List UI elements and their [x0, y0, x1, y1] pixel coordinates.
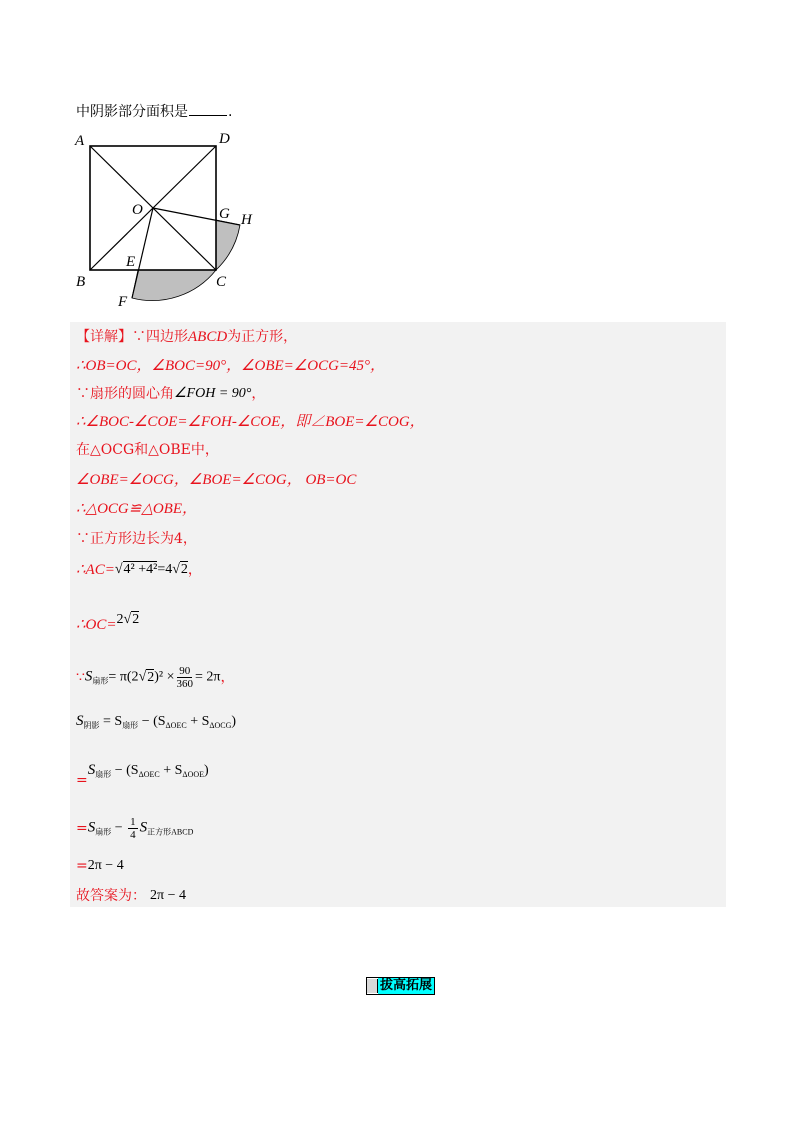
solution-line-9: ∴AC=√4² +4²=4√2，: [76, 562, 202, 578]
solution-line-14: $=S_{扇形}$ − $\frac{1}{4}$ $S_{正方形ABCD}$: [76, 816, 194, 841]
solution-line-5: 在△OCG和△OBE中，: [76, 442, 219, 458]
solution-line-16: 故答案为： 2π − 4: [76, 888, 186, 904]
shaded-region-ef: [132, 270, 216, 301]
solution-line-6: ∠OBE=∠OCG，∠BOE=∠COG， OB=OC: [76, 472, 357, 488]
label-e: E: [126, 254, 136, 270]
solution-line-7: ∴△OCG≌△OBE，: [76, 501, 198, 517]
solution-line-15: =2π − 4: [76, 858, 124, 874]
label-o: O: [132, 202, 143, 218]
solution-panel: [70, 322, 726, 907]
solution-line-1: 【详解】∵四边形ABCD为正方形，: [76, 329, 298, 345]
section-title: 拔高拓展: [380, 978, 433, 993]
label-g: G: [219, 206, 230, 222]
solution-line-4: ∴∠BOC-∠COE=∠FOH-∠COE，即∠BOE=∠COG，: [76, 414, 425, 430]
solution-line-12: $S_{阴影} = S_{扇形} - (S_{\Delta OEC} + S_{\Delta OCG})$: [76, 713, 237, 730]
solution-line-2: ∴OB=OC，∠BOC=90°，∠OBE=∠OCG=45°，: [76, 358, 386, 374]
label-a: A: [75, 133, 85, 149]
answer-blank: [189, 103, 227, 116]
label-b: B: [76, 274, 86, 290]
solution-line-11: $\because S_{扇形}= \pi(2√2)^2$ × $\frac{90}{360}$ = 2π，: [76, 665, 235, 690]
label-h: H: [241, 212, 252, 228]
geometry-figure: [70, 128, 270, 313]
solution-line-8: ∵正方形边长为4，: [76, 531, 197, 547]
shaded-region-fh: [216, 220, 240, 270]
section-marker: [367, 979, 378, 993]
question-text: 中阴影部分面积是 .: [76, 104, 233, 120]
section-header: [366, 977, 435, 995]
solution-line-10: ∴OC=2√2: [76, 612, 140, 633]
label-f: F: [118, 294, 128, 310]
solution-line-3: ∵扇形的圆心角∠FOH = 90°，: [76, 386, 266, 402]
solution-line-13: $=S_{扇形} - (S_{\Delta OEC} + S_{\Delta OOE})$: [76, 762, 209, 789]
label-c: C: [216, 274, 227, 290]
label-d: D: [219, 131, 230, 147]
